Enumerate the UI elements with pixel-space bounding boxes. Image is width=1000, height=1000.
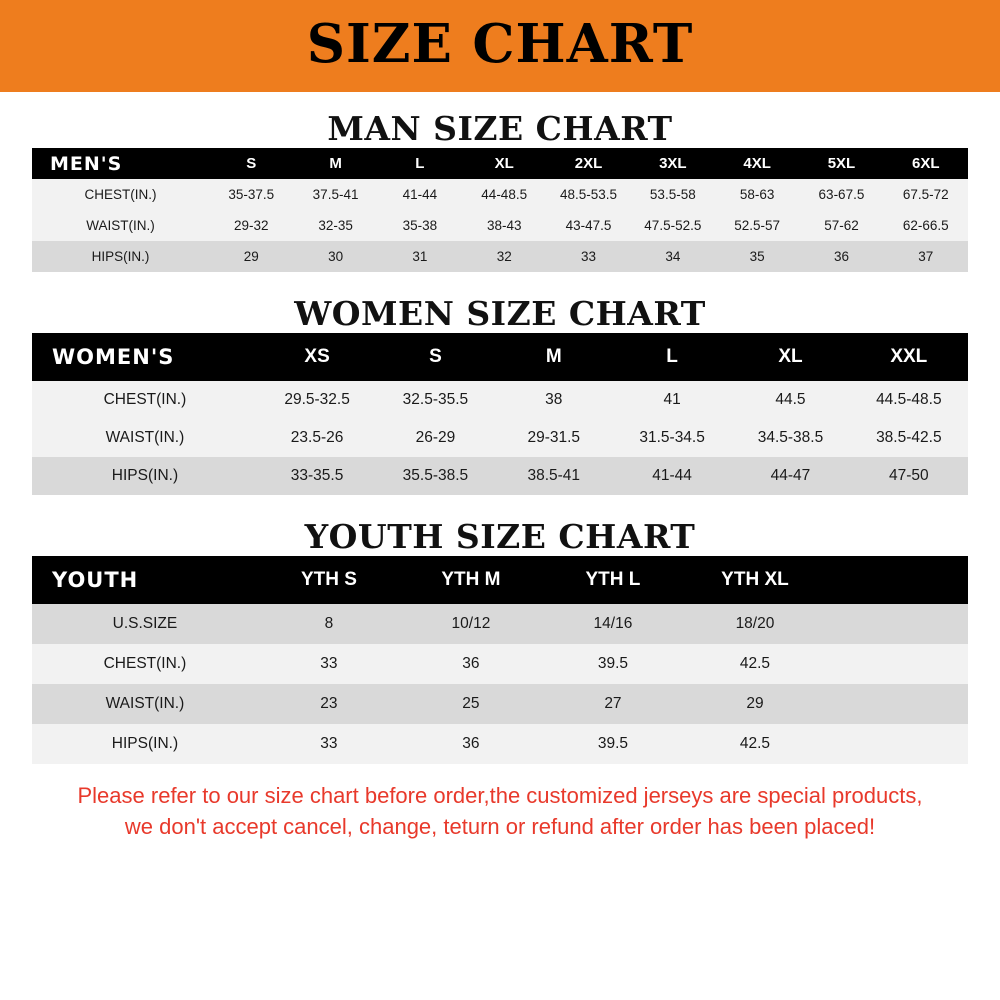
man-col-header: M bbox=[293, 148, 377, 179]
man-table-body bbox=[32, 179, 968, 272]
man-cell: 31 bbox=[378, 241, 462, 272]
women-cell: 26-29 bbox=[376, 419, 494, 457]
women-cell: 41-44 bbox=[613, 457, 731, 495]
man-cell: 32 bbox=[462, 241, 546, 272]
women-col-header: S bbox=[376, 333, 494, 381]
women-cell: 44.5-48.5 bbox=[850, 381, 968, 419]
man-cell: 43-47.5 bbox=[546, 210, 630, 241]
youth-col-spacer bbox=[826, 556, 968, 604]
man-cell: 32-35 bbox=[293, 210, 377, 241]
man-cell: 62-66.5 bbox=[884, 210, 968, 241]
man-table-head bbox=[32, 148, 968, 179]
table-row bbox=[32, 604, 968, 644]
man-cell: 34 bbox=[631, 241, 715, 272]
footer-note bbox=[0, 780, 1000, 842]
man-table-wrap bbox=[0, 148, 1000, 272]
man-cell: 41-44 bbox=[378, 179, 462, 210]
women-cell: 35.5-38.5 bbox=[376, 457, 494, 495]
table-row bbox=[32, 684, 968, 724]
women-section-title: WOMEN SIZE CHART bbox=[294, 294, 706, 333]
youth-col-header: YTH XL bbox=[684, 556, 826, 604]
women-col-header: XL bbox=[731, 333, 849, 381]
women-col-header: L bbox=[613, 333, 731, 381]
man-cell: 52.5-57 bbox=[715, 210, 799, 241]
man-col-header: XL bbox=[462, 148, 546, 179]
table-row bbox=[32, 419, 968, 457]
man-cell: 38-43 bbox=[462, 210, 546, 241]
youth-cell: 39.5 bbox=[542, 724, 684, 764]
youth-table-wrap bbox=[0, 556, 1000, 764]
youth-col-header: YTH S bbox=[258, 556, 400, 604]
footer-note-line2: we don't accept cancel, change, teturn or refund after order has been placed! bbox=[124, 814, 876, 840]
women-table-body bbox=[32, 381, 968, 495]
man-cell: 35-38 bbox=[378, 210, 462, 241]
man-col-header: 4XL bbox=[715, 148, 799, 179]
table-row bbox=[32, 457, 968, 495]
man-cell: 67.5-72 bbox=[884, 179, 968, 210]
header-banner bbox=[0, 0, 1000, 92]
women-col-header: XS bbox=[258, 333, 376, 381]
man-col-header: 6XL bbox=[884, 148, 968, 179]
women-cell: 47-50 bbox=[850, 457, 968, 495]
youth-cell: 25 bbox=[400, 684, 542, 724]
women-table-head bbox=[32, 333, 968, 381]
youth-cell: 33 bbox=[258, 644, 400, 684]
youth-cell: 10/12 bbox=[400, 604, 542, 644]
youth-cell-spacer bbox=[826, 644, 968, 684]
women-size-table bbox=[32, 333, 968, 495]
man-row-label: HIPS(IN.) bbox=[32, 241, 209, 272]
women-table-wrap bbox=[0, 333, 1000, 495]
youth-size-table bbox=[32, 556, 968, 764]
man-cell: 57-62 bbox=[799, 210, 883, 241]
youth-cell: 14/16 bbox=[542, 604, 684, 644]
women-cell: 44.5 bbox=[731, 381, 849, 419]
man-cell: 29-32 bbox=[209, 210, 293, 241]
table-row bbox=[32, 179, 968, 210]
women-cell: 23.5-26 bbox=[258, 419, 376, 457]
youth-cell: 18/20 bbox=[684, 604, 826, 644]
page-title: SIZE CHART bbox=[306, 12, 694, 75]
women-corner-label: WOMEN'S bbox=[32, 333, 258, 381]
women-cell: 29-31.5 bbox=[495, 419, 613, 457]
man-cell: 33 bbox=[546, 241, 630, 272]
man-size-table bbox=[32, 148, 968, 272]
women-cell: 38.5-41 bbox=[495, 457, 613, 495]
man-cell: 44-48.5 bbox=[462, 179, 546, 210]
women-col-header: XXL bbox=[850, 333, 968, 381]
man-cell: 37 bbox=[884, 241, 968, 272]
youth-header-row bbox=[32, 556, 968, 604]
table-row bbox=[32, 644, 968, 684]
man-col-header: 5XL bbox=[799, 148, 883, 179]
youth-cell: 42.5 bbox=[684, 724, 826, 764]
man-row-label: WAIST(IN.) bbox=[32, 210, 209, 241]
women-col-header: M bbox=[495, 333, 613, 381]
youth-table-body bbox=[32, 604, 968, 764]
man-col-header: 3XL bbox=[631, 148, 715, 179]
women-cell: 38.5-42.5 bbox=[850, 419, 968, 457]
women-cell: 33-35.5 bbox=[258, 457, 376, 495]
women-cell: 44-47 bbox=[731, 457, 849, 495]
youth-section-title: YOUTH SIZE CHART bbox=[304, 517, 696, 556]
table-row bbox=[32, 381, 968, 419]
man-corner-label: MEN'S bbox=[32, 148, 209, 179]
youth-cell: 27 bbox=[542, 684, 684, 724]
women-cell: 31.5-34.5 bbox=[613, 419, 731, 457]
women-cell: 34.5-38.5 bbox=[731, 419, 849, 457]
table-row bbox=[32, 241, 968, 272]
women-cell: 41 bbox=[613, 381, 731, 419]
man-cell: 30 bbox=[293, 241, 377, 272]
women-row-label: CHEST(IN.) bbox=[32, 381, 258, 419]
women-header-row bbox=[32, 333, 968, 381]
table-row bbox=[32, 724, 968, 764]
man-cell: 48.5-53.5 bbox=[546, 179, 630, 210]
man-cell: 29 bbox=[209, 241, 293, 272]
youth-row-label: U.S.SIZE bbox=[32, 604, 258, 644]
youth-cell: 39.5 bbox=[542, 644, 684, 684]
women-cell: 32.5-35.5 bbox=[376, 381, 494, 419]
youth-cell-spacer bbox=[826, 684, 968, 724]
women-row-label: WAIST(IN.) bbox=[32, 419, 258, 457]
youth-row-label: HIPS(IN.) bbox=[32, 724, 258, 764]
youth-corner-label: YOUTH bbox=[32, 556, 258, 604]
youth-cell: 33 bbox=[258, 724, 400, 764]
man-col-header: S bbox=[209, 148, 293, 179]
youth-row-label: WAIST(IN.) bbox=[32, 684, 258, 724]
youth-cell: 36 bbox=[400, 644, 542, 684]
youth-col-header: YTH M bbox=[400, 556, 542, 604]
man-cell: 53.5-58 bbox=[631, 179, 715, 210]
man-cell: 47.5-52.5 bbox=[631, 210, 715, 241]
man-cell: 36 bbox=[799, 241, 883, 272]
women-row-label: HIPS(IN.) bbox=[32, 457, 258, 495]
man-col-header: L bbox=[378, 148, 462, 179]
youth-col-header: YTH L bbox=[542, 556, 684, 604]
youth-cell: 42.5 bbox=[684, 644, 826, 684]
youth-cell-spacer bbox=[826, 724, 968, 764]
youth-row-label: CHEST(IN.) bbox=[32, 644, 258, 684]
youth-cell: 8 bbox=[258, 604, 400, 644]
man-cell: 37.5-41 bbox=[293, 179, 377, 210]
women-cell: 29.5-32.5 bbox=[258, 381, 376, 419]
man-row-label: CHEST(IN.) bbox=[32, 179, 209, 210]
man-cell: 58-63 bbox=[715, 179, 799, 210]
man-header-row bbox=[32, 148, 968, 179]
youth-cell: 29 bbox=[684, 684, 826, 724]
man-section-title: MAN SIZE CHART bbox=[327, 109, 673, 148]
youth-cell-spacer bbox=[826, 604, 968, 644]
youth-table-head bbox=[32, 556, 968, 604]
man-col-header: 2XL bbox=[546, 148, 630, 179]
youth-cell: 36 bbox=[400, 724, 542, 764]
women-cell: 38 bbox=[495, 381, 613, 419]
youth-cell: 23 bbox=[258, 684, 400, 724]
man-cell: 63-67.5 bbox=[799, 179, 883, 210]
footer-note-line1: Please refer to our size chart before order,the customized jerseys are special products, bbox=[77, 783, 923, 808]
table-row bbox=[32, 210, 968, 241]
man-cell: 35-37.5 bbox=[209, 179, 293, 210]
man-cell: 35 bbox=[715, 241, 799, 272]
